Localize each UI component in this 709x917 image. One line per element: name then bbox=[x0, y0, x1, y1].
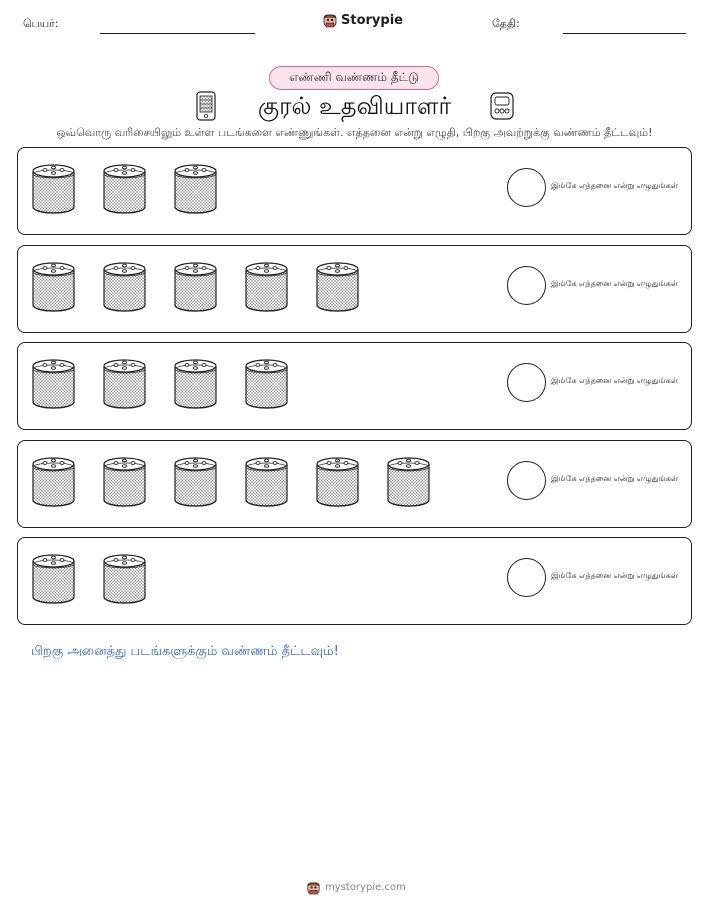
smart-speaker-icon bbox=[243, 260, 290, 314]
name-line[interactable] bbox=[100, 33, 255, 34]
smart-speaker-icon bbox=[30, 357, 77, 411]
smart-speaker-icon bbox=[30, 260, 77, 314]
answer-circle[interactable] bbox=[507, 461, 546, 500]
speaker-group bbox=[30, 260, 361, 314]
write-count-label: இங்கே எத்தனை என்று எழுதுங்கள் bbox=[551, 376, 678, 385]
date-line[interactable] bbox=[563, 33, 686, 34]
count-row bbox=[17, 147, 692, 235]
speaker-group bbox=[30, 455, 432, 509]
footer-brand bbox=[306, 880, 406, 895]
smart-speaker-icon bbox=[30, 552, 77, 606]
brand-name: Storypie bbox=[341, 12, 403, 28]
smart-speaker-icon bbox=[385, 455, 432, 509]
count-row bbox=[17, 342, 692, 430]
count-row bbox=[17, 537, 692, 625]
name-label: பெயர்: bbox=[23, 17, 59, 30]
smart-speaker-icon bbox=[101, 357, 148, 411]
smart-speaker-icon bbox=[243, 455, 290, 509]
smart-speaker-icon bbox=[243, 357, 290, 411]
storypie-mascot-icon bbox=[322, 12, 338, 28]
count-row bbox=[17, 245, 692, 333]
smart-speaker-icon bbox=[101, 260, 148, 314]
radio-icon bbox=[489, 91, 515, 121]
answer-circle[interactable] bbox=[507, 168, 546, 207]
instructions: ஒவ்வொரு வரிசையிலும் உள்ள படங்களை எண்ணுங்கள். எத்தனை என்று எழுதி, பிறகு அவற்றுக்கு வண்ணம் தீட்டவும்! bbox=[56, 126, 653, 139]
smart-speaker-icon bbox=[30, 455, 77, 509]
smart-speaker-icon bbox=[101, 455, 148, 509]
smart-speaker-icon bbox=[314, 260, 361, 314]
smart-speaker-icon bbox=[314, 455, 361, 509]
smart-speaker-icon bbox=[172, 260, 219, 314]
footer-instruction: பிறகு அனைத்து படங்களுக்கும் வண்ணம் தீட்டவும்! bbox=[31, 644, 339, 659]
date-label: தேதி: bbox=[492, 17, 520, 30]
answer-circle[interactable] bbox=[507, 363, 546, 402]
answer-circle[interactable] bbox=[507, 266, 546, 305]
smart-speaker-icon bbox=[172, 455, 219, 509]
write-count-label: இங்கே எத்தனை என்று எழுதுங்கள் bbox=[551, 474, 678, 483]
smart-speaker-icon bbox=[30, 162, 77, 216]
speaker-group bbox=[30, 162, 219, 216]
activity-badge: எண்ணி வண்ணம் தீட்டு bbox=[269, 66, 439, 90]
count-row bbox=[17, 440, 692, 528]
write-count-label: இங்கே எத்தனை என்று எழுதுங்கள் bbox=[551, 279, 678, 288]
answer-circle[interactable] bbox=[507, 558, 546, 597]
smart-speaker-icon bbox=[101, 552, 148, 606]
footer-url[interactable]: mystorypie.com bbox=[325, 882, 406, 893]
smart-speaker-icon bbox=[172, 357, 219, 411]
smart-speaker-icon bbox=[101, 162, 148, 216]
storypie-mascot-icon bbox=[306, 880, 321, 895]
brand-logo bbox=[322, 12, 403, 28]
smart-speaker-icon bbox=[172, 162, 219, 216]
speaker-group bbox=[30, 552, 148, 606]
write-count-label: இங்கே எத்தனை என்று எழுதுங்கள் bbox=[551, 571, 678, 580]
speaker-group bbox=[30, 357, 290, 411]
page-title: குரல் உதவியாளர் bbox=[257, 92, 452, 120]
write-count-label: இங்கே எத்தனை என்று எழுதுங்கள் bbox=[551, 181, 678, 190]
